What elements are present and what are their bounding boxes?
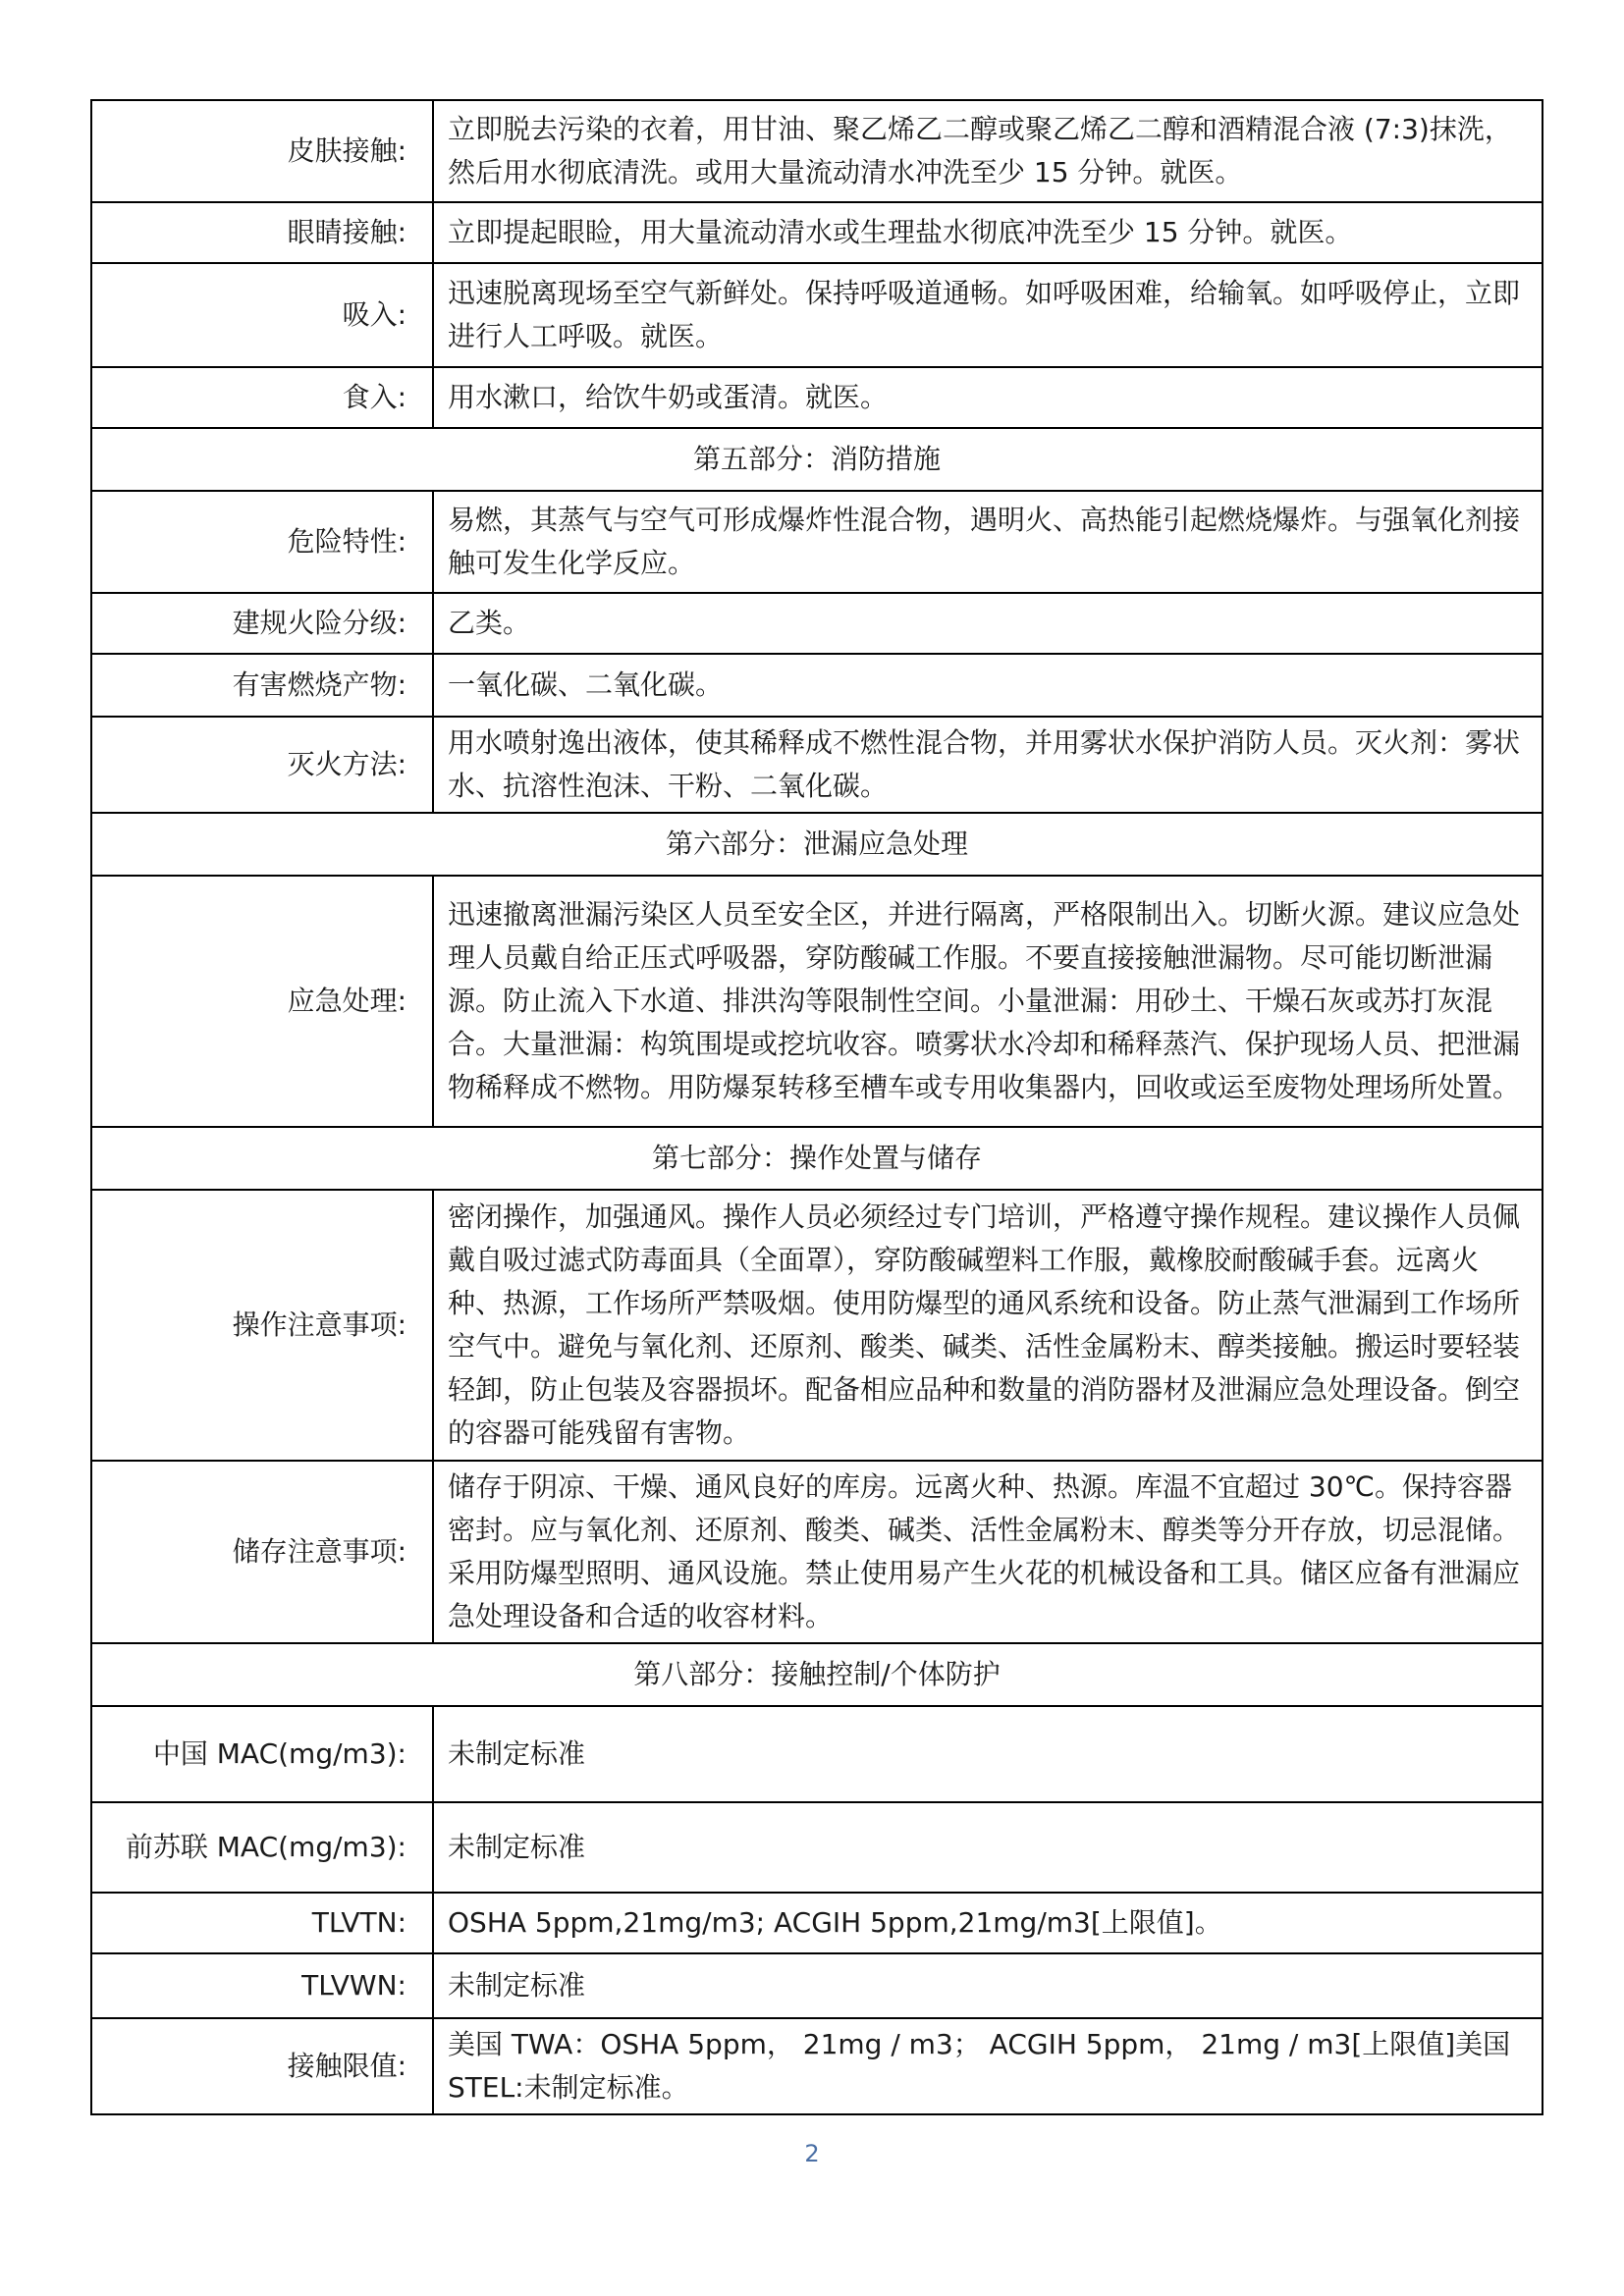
- field-value: OSHA 5ppm,21mg/m3; ACGIH 5ppm,21mg/m3[上限值]。: [433, 1893, 1543, 1953]
- field-row: [91, 1893, 1543, 1953]
- field-label: 应急处理:: [91, 876, 433, 1127]
- field-label: 操作注意事项:: [91, 1190, 433, 1461]
- field-row: [91, 1706, 1543, 1802]
- field-value: 密闭操作，加强通风。操作人员必须经过专门培训，严格遵守操作规程。建议操作人员佩戴自吸过滤式防毒面具（全面罩），穿防酸碱塑料工作服，戴橡胶耐酸碱手套。远离火种、热源，工作场所严禁吸烟。使用防爆型的通风系统和设备。防止蒸气泄漏到工作场所空气中。避免与氧化剂、还原剂、酸类、碱类、活性金属粉末、醇类接触。搬运时要轻装轻卸，防止包装及容器损坏。配备相应品种和数量的消防器材及泄漏应急处理设备。倒空的容器可能残留有害物。: [433, 1190, 1543, 1461]
- field-value: 迅速脱离现场至空气新鲜处。保持呼吸道通畅。如呼吸困难，给输氧。如呼吸停止，立即进行人工呼吸。就医。: [433, 263, 1543, 367]
- field-value: 立即提起眼睑，用大量流动清水或生理盐水彻底冲洗至少 15 分钟。就医。: [433, 202, 1543, 263]
- field-label: TLVTN:: [91, 1893, 433, 1953]
- field-label: 接触限值:: [91, 2018, 433, 2114]
- field-row: [91, 1802, 1543, 1893]
- field-label: 有害燃烧产物:: [91, 654, 433, 717]
- field-value: 立即脱去污染的衣着，用甘油、聚乙烯乙二醇或聚乙烯乙二醇和酒精混合液 (7:3)抹洗，然后用水彻底清洗。或用大量流动清水冲洗至少 15 分钟。就医。: [433, 100, 1543, 202]
- field-value: 乙类。: [433, 593, 1543, 654]
- msds-table-body: [91, 100, 1543, 2114]
- field-label: 危险特性:: [91, 491, 433, 593]
- field-row: [91, 1190, 1543, 1461]
- section-header-row: [91, 813, 1543, 876]
- field-value: 美国 TWA：OSHA 5ppm， 21mg / m3； ACGIH 5ppm， 21mg / m3[上限值]美国 STEL:未制定标准。: [433, 2018, 1543, 2114]
- field-label: 前苏联 MAC(mg/m3):: [91, 1802, 433, 1893]
- field-row: [91, 100, 1543, 202]
- field-row: [91, 367, 1543, 428]
- field-row: [91, 2018, 1543, 2114]
- field-row: [91, 202, 1543, 263]
- field-value: 一氧化碳、二氧化碳。: [433, 654, 1543, 717]
- document-page: [90, 99, 1543, 2115]
- field-value: 迅速撤离泄漏污染区人员至安全区，并进行隔离，严格限制出入。切断火源。建议应急处理人员戴自给正压式呼吸器，穿防酸碱工作服。不要直接接触泄漏物。尽可能切断泄漏源。防止流入下水道、排洪沟等限制性空间。小量泄漏：用砂土、干燥石灰或苏打灰混合。大量泄漏：构筑围堤或挖坑收容。喷雾状水冷却和稀释蒸汽、保护现场人员、把泄漏物稀释成不燃物。用防爆泵转移至槽车或专用收集器内，回收或运至废物处理场所处置。: [433, 876, 1543, 1127]
- field-row: [91, 593, 1543, 654]
- field-row: [91, 717, 1543, 813]
- field-label: 建规火险分级:: [91, 593, 433, 654]
- field-label: 储存注意事项:: [91, 1461, 433, 1643]
- section-header-row: [91, 428, 1543, 491]
- page-number: 2: [804, 2140, 820, 2167]
- field-value: 易燃，其蒸气与空气可形成爆炸性混合物，遇明火、高热能引起燃烧爆炸。与强氧化剂接触可发生化学反应。: [433, 491, 1543, 593]
- section-header-row: [91, 1127, 1543, 1190]
- field-label: TLVWN:: [91, 1953, 433, 2018]
- section-title: 第五部分：消防措施: [91, 428, 1543, 491]
- field-value: 未制定标准: [433, 1802, 1543, 1893]
- msds-table: [90, 99, 1543, 2115]
- field-value: 储存于阴凉、干燥、通风良好的库房。远离火种、热源。库温不宜超过 30℃。保持容器密封。应与氧化剂、还原剂、酸类、碱类、活性金属粉末、醇类等分开存放，切忌混储。采用防爆型照明、通风设施。禁止使用易产生火花的机械设备和工具。储区应备有泄漏应急处理设备和合适的收容材料。: [433, 1461, 1543, 1643]
- field-value: 用水漱口，给饮牛奶或蛋清。就医。: [433, 367, 1543, 428]
- section-title: 第六部分：泄漏应急处理: [91, 813, 1543, 876]
- field-label: 皮肤接触:: [91, 100, 433, 202]
- field-label: 吸入:: [91, 263, 433, 367]
- field-label: 中国 MAC(mg/m3):: [91, 1706, 433, 1802]
- field-value: 未制定标准: [433, 1706, 1543, 1802]
- field-row: [91, 1953, 1543, 2018]
- field-label: 食入:: [91, 367, 433, 428]
- field-row: [91, 491, 1543, 593]
- section-title: 第七部分：操作处置与储存: [91, 1127, 1543, 1190]
- field-value: 用水喷射逸出液体，使其稀释成不燃性混合物，并用雾状水保护消防人员。灭火剂：雾状水、抗溶性泡沫、干粉、二氧化碳。: [433, 717, 1543, 813]
- section-header-row: [91, 1643, 1543, 1706]
- field-row: [91, 654, 1543, 717]
- field-label: 眼睛接触:: [91, 202, 433, 263]
- field-row: [91, 876, 1543, 1127]
- field-row: [91, 1461, 1543, 1643]
- section-title: 第八部分：接触控制/个体防护: [91, 1643, 1543, 1706]
- field-row: [91, 263, 1543, 367]
- field-label: 灭火方法:: [91, 717, 433, 813]
- field-value: 未制定标准: [433, 1953, 1543, 2018]
